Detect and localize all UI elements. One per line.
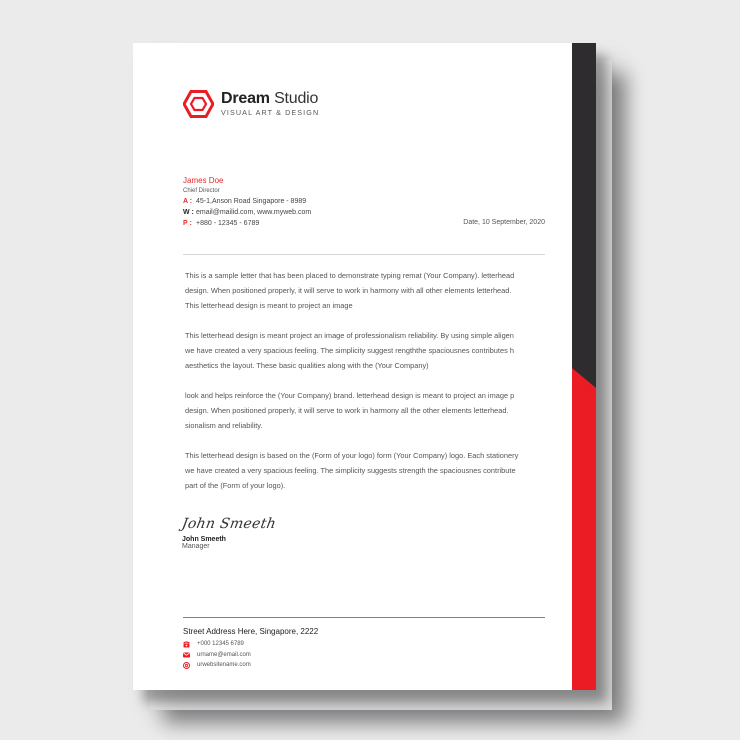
footer-website: urwebsitename.com — [197, 662, 251, 669]
body-paragraph — [185, 268, 545, 313]
sender-address: 45-1,Anson Road Singapore - 8989 — [196, 198, 307, 205]
footer-phone-row — [183, 639, 318, 650]
letter-date: Date, 10 September, 2020 — [463, 219, 545, 226]
letterhead-page — [133, 43, 596, 690]
body-paragraph — [185, 448, 545, 493]
side-stripe — [572, 43, 596, 690]
body-line: This letterhead design is meant project an image of professionalism reliability. By using simple aligen — [185, 331, 514, 340]
body-line: This letterhead design is based on the (Form of your logo) form (Your Company) logo. Each stationery — [185, 451, 519, 460]
phone-key: P : — [183, 220, 192, 227]
body-paragraph — [185, 328, 545, 373]
signer-role: Manager — [182, 543, 210, 550]
body-line: design. When positioned properly, it will serve to work in harmony with all other elements letterhead. — [185, 286, 512, 295]
body-line: This is a sample letter that has been placed to demonstrate typing remat (Your Company). letterhead — [185, 271, 515, 280]
hexagon-icon — [183, 90, 214, 118]
sender-address-row — [183, 198, 311, 205]
body-line: we have created a very spacious feeling. The simplicity suggest rengththe spaciousnes contributes h — [185, 346, 514, 355]
sender-phone: +880 - 12345 - 6789 — [196, 220, 260, 227]
brand-tagline: VISUAL ART & DESIGN — [221, 108, 320, 117]
body-line: design. When positioned properly, it will serve to work in harmony all the other elements letterhead. — [185, 406, 509, 415]
sender-web-row — [183, 209, 311, 216]
footer-contact — [183, 627, 318, 671]
body-line: look and helps reinforce the (Your Company) brand. letterhead design is meant to project an image p — [185, 391, 515, 400]
signature-block — [182, 516, 276, 550]
address-key: A : — [183, 198, 193, 205]
brand-light: Studio — [274, 90, 319, 107]
footer-web-row — [183, 660, 318, 671]
letter-body — [185, 268, 545, 508]
sender-web: email@mailid.com, www.myweb.com — [196, 209, 312, 216]
side-stripe-graphic — [572, 43, 596, 690]
globe-icon — [183, 662, 190, 669]
body-paragraph — [185, 388, 545, 433]
footer-email: urname@email.com — [197, 651, 251, 658]
footer-divider — [183, 617, 545, 618]
phone-icon — [183, 641, 190, 648]
web-key: W : — [183, 209, 194, 216]
body-line: we have created a very spacious feeling. The simplicity suggests strength the spaciousnes contribute — [185, 466, 516, 475]
sender-role: Chief Director — [183, 188, 220, 194]
body-line: sionalism and reliability. — [185, 421, 263, 430]
body-line: This letterhead design is meant to project an image — [185, 301, 353, 310]
header-divider — [183, 254, 545, 255]
sender-phone-row — [183, 220, 311, 227]
body-line: part of the (Form of your logo). — [185, 481, 286, 490]
brand-bold: Dream — [221, 90, 270, 107]
signer-name: John Smeeth — [182, 536, 226, 543]
footer-phone: +000 12345 6789 — [197, 641, 244, 648]
envelope-icon — [183, 651, 190, 658]
footer-address: Street Address Here, Singapore, 2222 — [183, 627, 319, 636]
brand-name — [221, 91, 319, 107]
sender-block — [183, 176, 311, 231]
company-logo — [183, 90, 319, 118]
sender-name: James Doe — [183, 176, 224, 185]
handwritten-signature: John Smeeth — [180, 516, 278, 532]
body-line: aesthetics the layout. These basic qualities along with the (Your Company) — [185, 361, 429, 370]
footer-email-row — [183, 650, 318, 661]
